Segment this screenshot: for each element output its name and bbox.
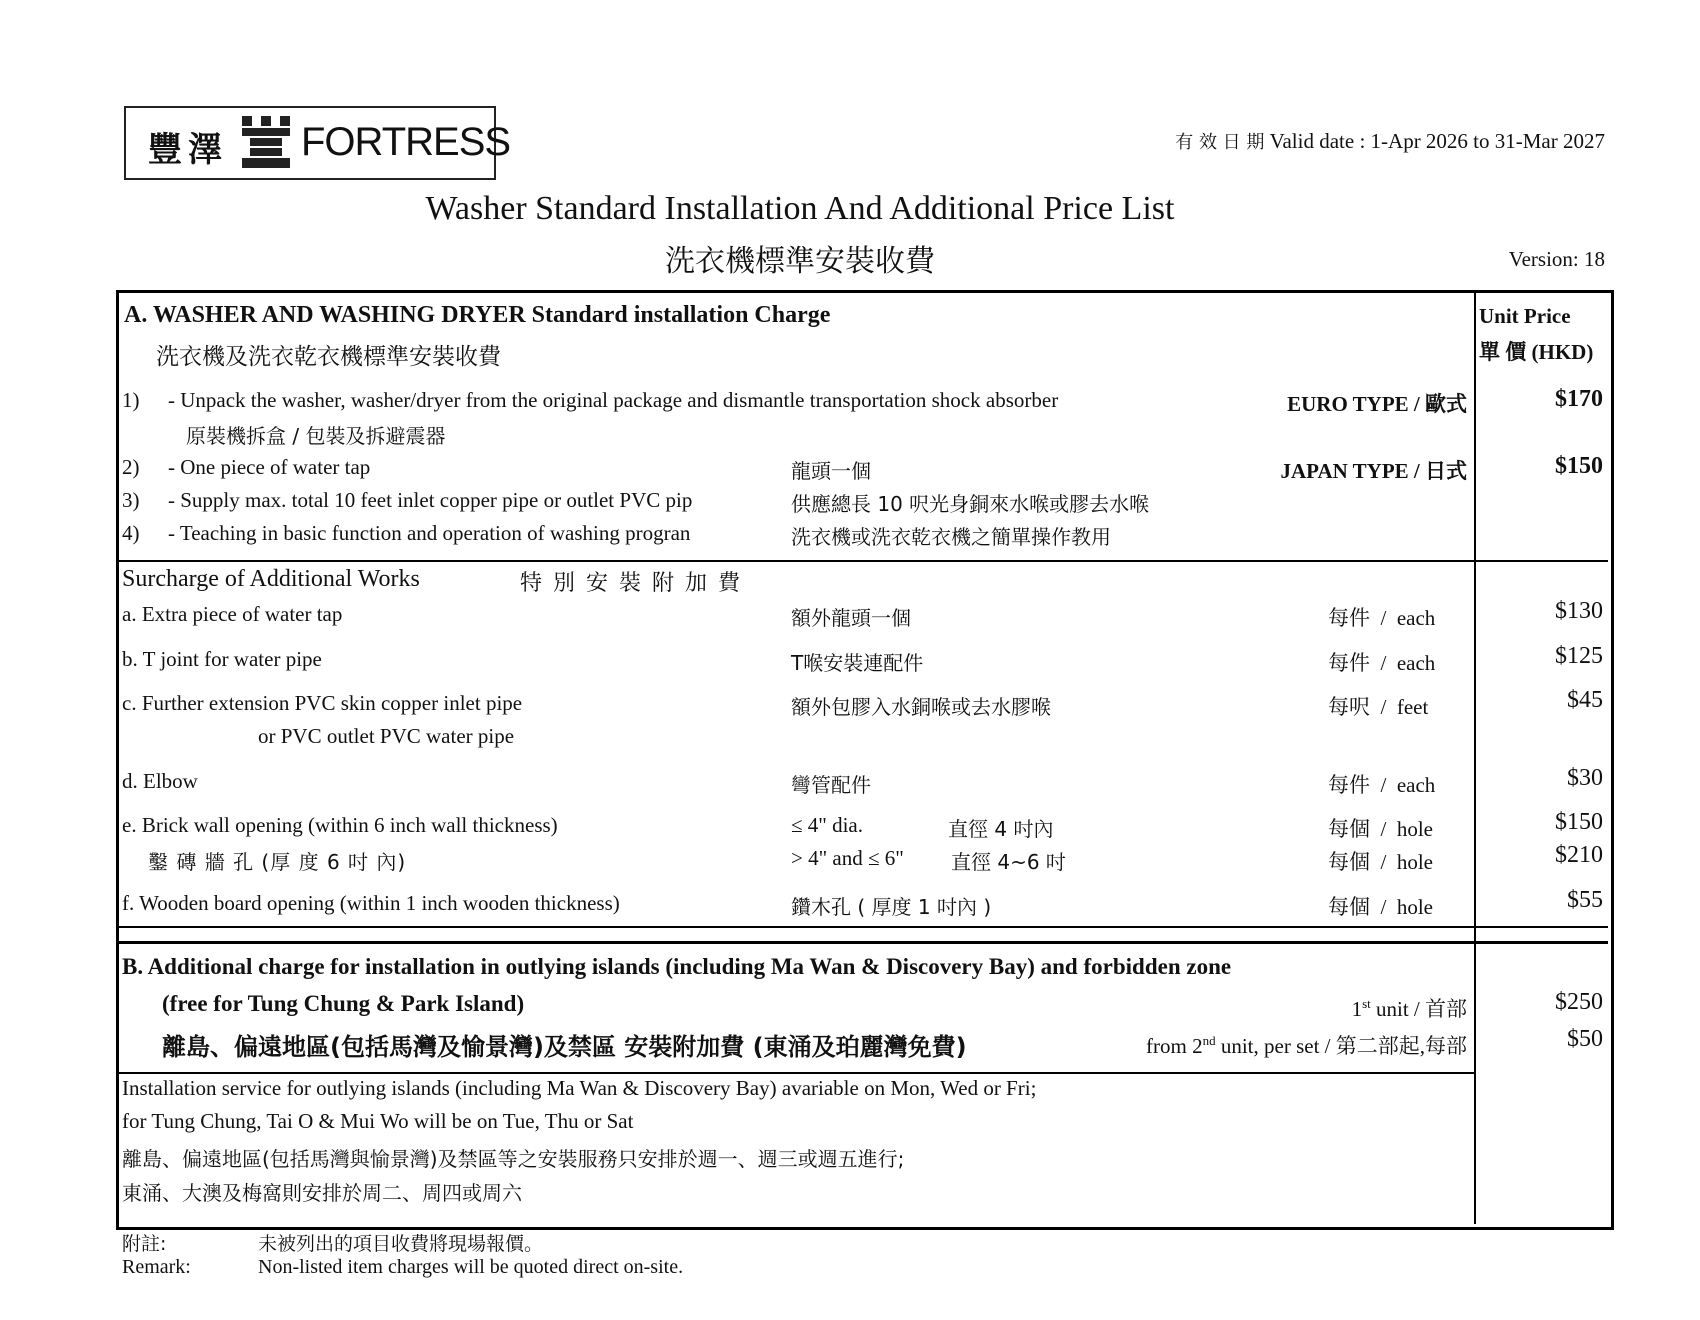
remark-text-en: Non-listed item charges will be quoted direct on-site. bbox=[258, 1256, 684, 1278]
item-text: - Teaching in basic function and operation of washing progran bbox=[168, 521, 691, 545]
second-unit-ordinal: nd bbox=[1202, 1033, 1216, 1048]
surcharge-desc: a. Extra piece of water tap bbox=[122, 602, 343, 626]
item-number: 4) bbox=[122, 521, 140, 545]
divider-surcharge-end bbox=[118, 926, 1608, 928]
surcharge-desc: f. Wooden board opening (within 1 inch wooden thickness) bbox=[122, 891, 620, 915]
divider-a-surcharge bbox=[118, 560, 1608, 562]
schedule-note: for Tung Chung, Tai O & Mui Wo will be on Tue, Thu or Sat bbox=[122, 1109, 634, 1133]
surcharge-unit: 每個 / hole bbox=[1328, 817, 1433, 841]
size-range: > 4" and ≤ 6" bbox=[791, 846, 904, 870]
second-unit-price: $50 bbox=[1567, 1026, 1603, 1052]
surcharge-heading-cn: 特 別 安 裝 附 加 費 bbox=[520, 571, 742, 596]
second-unit-from: from 2 bbox=[1146, 1034, 1203, 1058]
surcharge-unit: 每件 / each bbox=[1328, 773, 1436, 797]
section-b-subheading: (free for Tung Chung & Park Island) bbox=[162, 991, 525, 1016]
surcharge-price: $45 bbox=[1567, 687, 1603, 713]
surcharge-desc-cn: 彎管配件 bbox=[791, 773, 871, 797]
schedule-note-cn: 東涌、大澳及梅窩則安排於周二、周四或周六 bbox=[122, 1181, 522, 1205]
item-text: - Supply max. total 10 feet inlet copper pipe or outlet PVC pip bbox=[168, 488, 693, 512]
item-text: - Unpack the washer, washer/dryer from the original package and dismantle transportation shock absorber bbox=[168, 388, 1059, 412]
surcharge-desc: e. Brick wall opening (within 6 inch wall thickness) bbox=[122, 813, 558, 837]
page-title: Washer Standard Installation And Additional Price List bbox=[425, 190, 1175, 227]
remark-text-cn: 未被列出的項目收費將現場報價。 bbox=[258, 1233, 544, 1255]
surcharge-unit: 每件 / each bbox=[1328, 651, 1436, 675]
logo-chinese: 豐澤 bbox=[148, 130, 228, 170]
valid-date-label-cn: 有 效 日 期 bbox=[1175, 132, 1265, 153]
item-text-cn: 洗衣機或洗衣乾衣機之簡單操作教用 bbox=[791, 525, 1111, 549]
company-logo bbox=[124, 106, 511, 180]
size-range: ≤ 4" dia. bbox=[791, 813, 864, 837]
surcharge-price: $150 bbox=[1555, 809, 1603, 835]
surcharge-heading: Surcharge of Additional Works bbox=[122, 566, 420, 592]
surcharge-desc-cn: 額外龍頭一個 bbox=[791, 606, 911, 630]
unit-price-header-cn: 單 價 (HKD) bbox=[1479, 340, 1594, 364]
size-range-cn: 直徑 4~6 吋 bbox=[951, 850, 1066, 874]
type-label-japan: JAPAN TYPE / 日式 bbox=[1280, 459, 1467, 483]
surcharge-desc-cn: 鑽木孔 ( 厚度 1 吋內 ) bbox=[791, 895, 992, 919]
first-unit-label bbox=[1352, 993, 1467, 1023]
second-unit-label bbox=[1146, 1030, 1467, 1060]
valid-date bbox=[1175, 128, 1605, 154]
surcharge-price: $125 bbox=[1555, 643, 1603, 669]
surcharge-price: $55 bbox=[1567, 887, 1603, 913]
remark-label-cn: 附註: bbox=[122, 1233, 167, 1255]
first-unit-price: $250 bbox=[1555, 989, 1603, 1015]
first-unit-ordinal: st bbox=[1362, 996, 1371, 1011]
logo-english: FORTRESS bbox=[301, 120, 511, 164]
first-unit-number: 1 bbox=[1351, 997, 1363, 1021]
item-number: 2) bbox=[122, 455, 140, 479]
surcharge-desc-cn: 額外包膠入水銅喉或去水膠喉 bbox=[791, 695, 1051, 719]
surcharge-desc: b. T joint for water pipe bbox=[122, 647, 322, 671]
surcharge-price: $130 bbox=[1555, 598, 1603, 624]
surcharge-desc: c. Further extension PVC skin copper inlet pipe bbox=[122, 691, 523, 715]
castle-icon bbox=[238, 114, 294, 170]
item-text: - One piece of water tap bbox=[168, 455, 371, 479]
valid-date-label-en: Valid date : bbox=[1269, 129, 1366, 153]
divider-section-b bbox=[118, 941, 1608, 944]
surcharge-desc: d. Elbow bbox=[122, 769, 198, 793]
schedule-note-cn: 離島、偏遠地區(包括馬灣與愉景灣)及禁區等之安裝服務只安排於週一、週三或週五進行; bbox=[122, 1147, 905, 1171]
section-b-heading: B. Additional charge for installation in outlying islands (including Ma Wan & Discovery Bay) and forbidden zone bbox=[122, 954, 1232, 979]
size-range-cn: 直徑 4 吋內 bbox=[948, 817, 1054, 841]
surcharge-price: $30 bbox=[1567, 765, 1603, 791]
section-b-heading-cn: 離島、偏遠地區(包括馬灣及愉景灣)及禁區 安裝附加費 (東涌及珀麗灣免費) bbox=[162, 1033, 967, 1061]
item-text-cn: 供應總長 10 呎光身銅來水喉或膠去水喉 bbox=[791, 492, 1150, 516]
surcharge-desc-cn: T喉安裝連配件 bbox=[791, 651, 924, 675]
first-unit-text: unit / 首部 bbox=[1370, 997, 1467, 1021]
second-unit-text: unit, per set / 第二部起,每部 bbox=[1215, 1034, 1467, 1058]
surcharge-desc-line2: 鑿 磚 牆 孔 (厚 度 6 吋 內) bbox=[148, 850, 407, 874]
item-number: 1) bbox=[122, 388, 140, 412]
surcharge-unit: 每個 / hole bbox=[1328, 850, 1433, 874]
price-euro: $170 bbox=[1555, 386, 1603, 412]
surcharge-unit: 每呎 / feet bbox=[1328, 695, 1429, 719]
surcharge-desc-line2: or PVC outlet PVC water pipe bbox=[258, 724, 515, 748]
valid-date-range: 1-Apr 2026 to 31-Mar 2027 bbox=[1370, 129, 1605, 153]
remark-label-en: Remark: bbox=[122, 1256, 191, 1278]
item-text-cn: 原裝機拆盒 / 包裝及拆避震器 bbox=[186, 424, 446, 448]
unit-price-header: Unit Price bbox=[1479, 304, 1571, 328]
price-column-divider bbox=[1474, 292, 1476, 1224]
divider-b-notes bbox=[118, 1072, 1474, 1074]
surcharge-unit: 每件 / each bbox=[1328, 606, 1436, 630]
page-title-cn: 洗衣機標準安裝收費 bbox=[665, 244, 935, 279]
version: Version: 18 bbox=[1508, 247, 1605, 271]
section-a-heading: A. WASHER AND WASHING DRYER Standard installation Charge bbox=[124, 302, 831, 328]
item-number: 3) bbox=[122, 488, 140, 512]
surcharge-price: $210 bbox=[1555, 842, 1603, 868]
item-text-cn: 龍頭一個 bbox=[791, 459, 871, 483]
schedule-note: Installation service for outlying islands (including Ma Wan & Discovery Bay) avariable on Mon, Wed or Fri; bbox=[122, 1076, 1037, 1100]
price-japan: $150 bbox=[1555, 453, 1603, 479]
type-label-euro: EURO TYPE / 歐式 bbox=[1287, 392, 1467, 416]
surcharge-unit: 每個 / hole bbox=[1328, 895, 1433, 919]
section-a-heading-cn: 洗衣機及洗衣乾衣機標準安裝收費 bbox=[156, 344, 501, 370]
